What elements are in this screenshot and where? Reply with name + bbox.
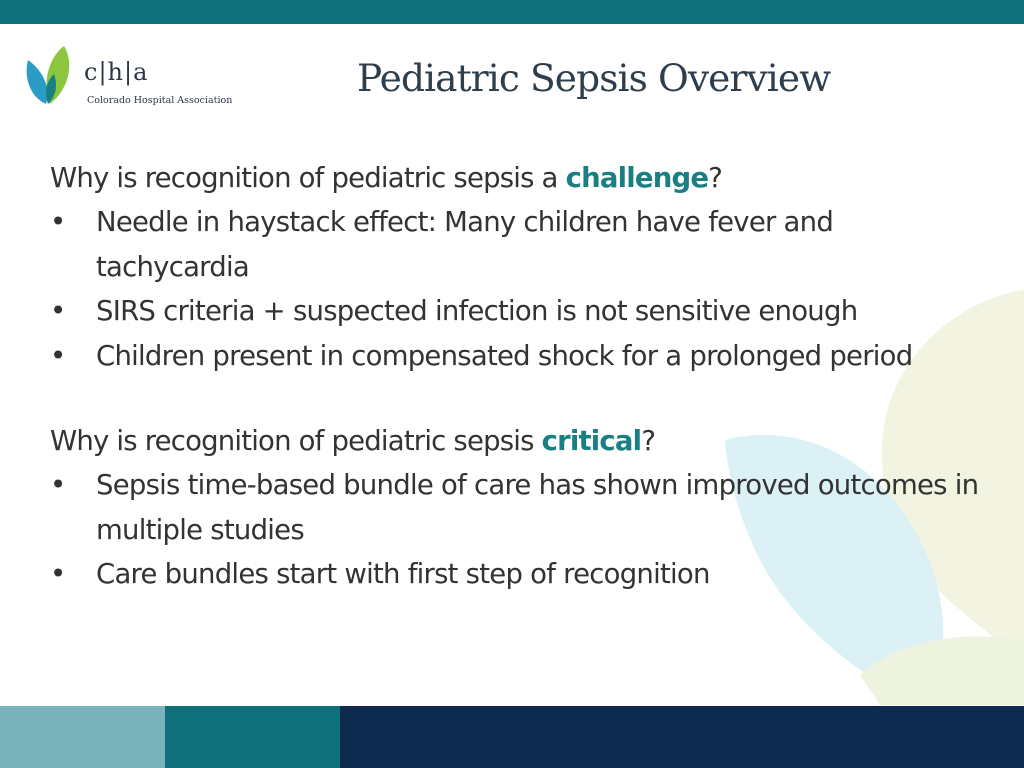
footer-bar-teal [165,706,340,768]
section-challenge [50,156,980,378]
footer-bar-light [0,706,165,768]
heading-text: Why is recognition of pediatric sepsis [50,425,542,457]
section-critical [50,419,980,597]
bullet-item: • Needle in haystack effect: Many children have fever and tachycardia [50,200,986,289]
heading-keyword: challenge [565,162,709,194]
bullet-item: • SIRS criteria + suspected infection is not sensitive enough [50,289,986,334]
bullet-list [50,463,980,597]
slide-body [50,156,980,597]
bullet-item: • Children present in compensated shock for a prolonged period [50,334,986,379]
slide-title: Pediatric Sepsis Overview [357,56,831,100]
cha-logo [24,44,234,110]
section-heading [50,419,980,463]
heading-punctuation: ? [641,425,656,457]
footer-bar-navy [340,706,1024,768]
heading-keyword: critical [541,425,642,457]
section-heading [50,156,980,200]
leaf-logo-icon [24,44,80,108]
heading-punctuation: ? [708,162,723,194]
bullet-list [50,200,980,378]
bullet-item: • Care bundles start with first step of recognition [50,552,986,597]
bullet-item: • Sepsis time-based bundle of care has shown improved outcomes in multiple studies [50,463,986,552]
heading-text: Why is recognition of pediatric sepsis a [50,162,566,194]
logo-organization-name: Colorado Hospital Association [87,95,233,106]
logo-letters: c|h|a [84,58,149,86]
